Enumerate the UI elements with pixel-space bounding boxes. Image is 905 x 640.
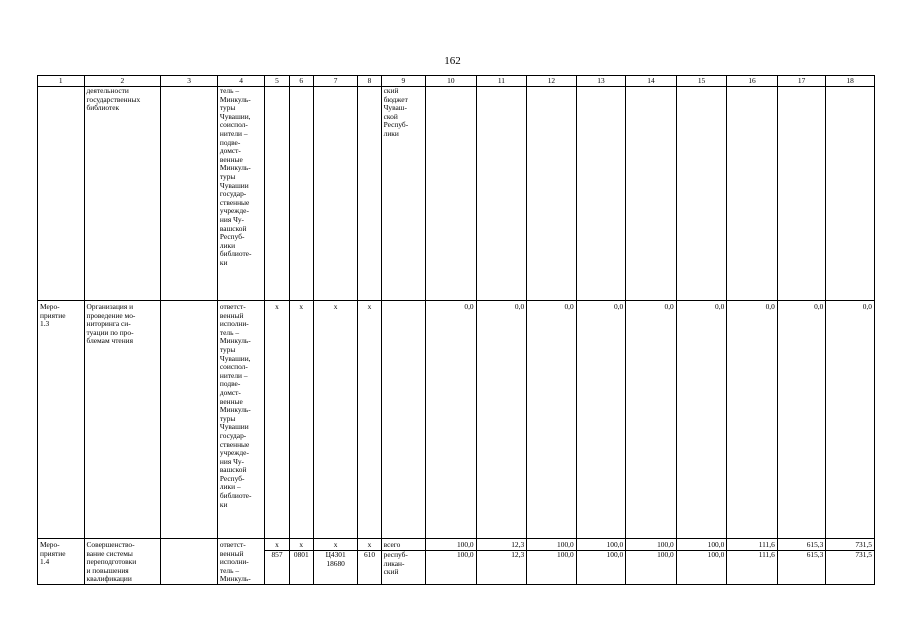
- table-row-event-1-3: [38, 301, 875, 539]
- cell-rzpr: [289, 87, 313, 301]
- cell-value: 100,0: [527, 550, 577, 584]
- cell-executor: ответст- венный исполни- тель – Минкуль- туры Чувашии, соиспол- нители – подве- домст- венные Минкуль- туры Чувашии государ- ственные учрежде- ния Чу- вашской Респуб- лики – библиоте- ки: [217, 301, 265, 539]
- cell-value: 12,3: [476, 539, 527, 551]
- cell-value: [826, 87, 875, 301]
- column-number: 5: [265, 76, 289, 87]
- cell-csr: Ц4301 18680: [313, 550, 357, 584]
- cell-value: 100,0: [676, 550, 727, 584]
- cell-vr: x: [358, 301, 381, 539]
- page-number: 162: [444, 55, 461, 67]
- cell-value: [527, 87, 577, 301]
- cell-value: 0,0: [727, 301, 778, 539]
- cell-value: 615,3: [777, 550, 826, 584]
- cell-value: 615,3: [777, 539, 826, 551]
- cell-source: респуб- ликан- ский: [381, 550, 425, 584]
- column-number: 4: [217, 76, 265, 87]
- column-number: 11: [476, 76, 527, 87]
- cell-source: всего: [381, 539, 425, 551]
- cell-value: 0,0: [676, 301, 727, 539]
- cell-empty: [161, 301, 218, 539]
- cell-rzpr: x: [289, 301, 313, 539]
- cell-executor: тель – Минкуль- туры Чувашии, соиспол- нители – подве- домст- венные Минкуль- туры Чувашии государ- ственные учрежде- ния Чу- вашской Респуб- лики библиоте- ки: [217, 87, 265, 301]
- column-number: 13: [576, 76, 626, 87]
- column-number: 12: [527, 76, 577, 87]
- cell-vr: [358, 87, 381, 301]
- cell-event: Меро- приятие 1.3: [38, 301, 85, 539]
- cell-source: ский бюджет Чуваш- ской Респуб- лики: [381, 87, 425, 301]
- column-number-row: [38, 76, 875, 87]
- cell-event: [38, 87, 85, 301]
- cell-value: [576, 87, 626, 301]
- cell-csr: [313, 87, 357, 301]
- cell-value: 731,5: [826, 550, 875, 584]
- cell-value: 12,3: [476, 550, 527, 584]
- cell-event-name: Организация и проведение мо- ниторинга си- туации по про- блемам чтения: [84, 301, 161, 539]
- cell-grbs: x: [265, 539, 289, 551]
- cell-empty: [161, 87, 218, 301]
- column-number: 3: [161, 76, 218, 87]
- cell-csr: x: [313, 539, 357, 551]
- column-number: 7: [313, 76, 357, 87]
- cell-source: [381, 301, 425, 539]
- cell-grbs: 857: [265, 550, 289, 584]
- cell-vr: x: [358, 539, 381, 551]
- column-number: 15: [676, 76, 727, 87]
- cell-value: 100,0: [676, 539, 727, 551]
- cell-value: 100,0: [576, 539, 626, 551]
- column-number: 16: [727, 76, 778, 87]
- cell-value: 100,0: [426, 550, 477, 584]
- cell-value: [626, 87, 677, 301]
- cell-value: 100,0: [576, 550, 626, 584]
- column-number: 8: [358, 76, 381, 87]
- column-number: 17: [777, 76, 826, 87]
- column-number: 2: [84, 76, 161, 87]
- cell-vr: 610: [358, 550, 381, 584]
- cell-value: [476, 87, 527, 301]
- cell-empty: [161, 539, 218, 585]
- cell-csr: x: [313, 301, 357, 539]
- cell-grbs: x: [265, 301, 289, 539]
- column-number: 14: [626, 76, 677, 87]
- cell-value: 100,0: [426, 539, 477, 551]
- cell-event-name: деятельности государственных библиотек: [84, 87, 161, 301]
- table-row-event-1-4-total: [38, 539, 875, 551]
- cell-value: 100,0: [626, 539, 677, 551]
- column-number: 9: [381, 76, 425, 87]
- cell-value: 0,0: [777, 301, 826, 539]
- column-number: 18: [826, 76, 875, 87]
- cell-value: 0,0: [426, 301, 477, 539]
- column-number: 6: [289, 76, 313, 87]
- cell-value: 0,0: [576, 301, 626, 539]
- table-row-continued: [38, 87, 875, 301]
- cell-value: 0,0: [626, 301, 677, 539]
- cell-value: 111,6: [727, 550, 778, 584]
- cell-value: 100,0: [527, 539, 577, 551]
- column-number: 10: [426, 76, 477, 87]
- cell-rzpr: x: [289, 539, 313, 551]
- cell-value: 100,0: [626, 550, 677, 584]
- cell-value: [676, 87, 727, 301]
- cell-value: [777, 87, 826, 301]
- budget-table: [37, 75, 875, 585]
- cell-value: 0,0: [476, 301, 527, 539]
- cell-executor: ответст- венный исполни- тель – Минкуль-: [217, 539, 265, 585]
- cell-grbs: [265, 87, 289, 301]
- cell-value: [727, 87, 778, 301]
- column-number: 1: [38, 76, 85, 87]
- cell-value: 111,6: [727, 539, 778, 551]
- cell-event-name: Совершенство- вание системы переподготовки и повышения квалификации: [84, 539, 161, 585]
- cell-rzpr: 0801: [289, 550, 313, 584]
- cell-value: [426, 87, 477, 301]
- cell-value: 0,0: [527, 301, 577, 539]
- cell-value: 0,0: [826, 301, 875, 539]
- cell-event: Меро- приятие 1.4: [38, 539, 85, 585]
- cell-value: 731,5: [826, 539, 875, 551]
